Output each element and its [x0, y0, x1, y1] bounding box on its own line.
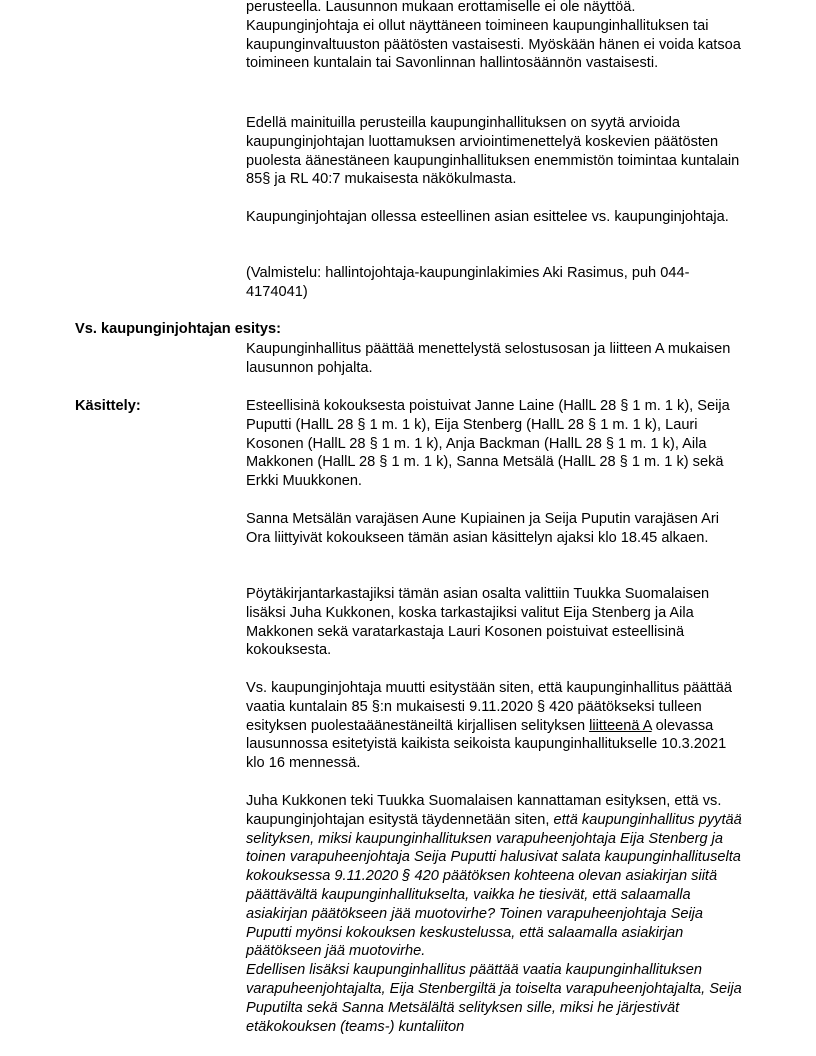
- proposal-heading: Vs. kaupunginjohtajan esitys:: [75, 321, 281, 337]
- proposal-text: Kaupunginhallitus päättää menettelystä selostusosan ja liitteen A mukaisen lausunnon pohjalta.: [246, 341, 731, 376]
- handling-paragraph-2: Sanna Metsälän varajäsen Aune Kupiainen ja Seija Puputin varajäsen Ari Ora liittyivät kokoukseen tämän asian käsittelyn ajaksi klo 18.45 alkaen.: [246, 511, 719, 546]
- intro-paragraph-3: Kaupunginjohtajan ollessa esteellinen asian esittelee vs. kaupunginjohtaja.: [246, 209, 729, 225]
- p4-text-before: Vs. kaupunginjohtaja muutti esitystään siten, että kaupunginhallitus päättää vaatia kuntalain 85 §:n mukaisesti 9.11.2020 § 420 päätökseksi tulleen esityksen puolestaäänestäneiltä kirjallisen selityksen: [246, 680, 732, 734]
- p6-text-italic: Edellisen lisäksi kaupunginhallitus päättää vaatia kaupunginhallituksen varapuheenjohtajalta, Eija Stenbergiltä ja toiselta varapuheenjohtajalta, Seija Puputilta sekä Sanna Metsälältä selityksen sille, miksi he järjestivät etäkokouksen (teams-) kuntaliiton: [246, 962, 742, 1035]
- preparation-note: (Valmistelu: hallintojohtaja-kaupunginlakimies Aki Rasimus, puh 044-4174041): [246, 265, 690, 300]
- handling-heading: Käsittely:: [75, 398, 141, 414]
- p4-text-after: olevassa lausunnossa esitetyistä kaikista seikoista kaupunginhallitukselle 10.3.2021 klo 16 mennessä.: [246, 717, 727, 772]
- intro-paragraph-2: Edellä mainituilla perusteilla kaupunginhallituksen on syytä arvioida kaupunginjohtajan luottamuksen arviointimenettelyä koskevien päätösten puolesta äänestäneen kaupunginhallituksen enemmistön toimintaa kuntalain 85§ ja RL 40:7 mukaisesta näkökulmasta.: [246, 115, 740, 188]
- intro-paragraph-1: perusteella. Lausunnon mukaan erottamiselle ei ole näyttöä. Kaupunginjohtaja ei ollut näyttäneen toimineen kaupunginhallituksen tai kaupunginvaltuuston päätösten vastaisesti. Myöskään hänen ei voida katsoa toimineen kuntalain tai Savonlinnan hallintosäännön vastaisesti.: [246, 0, 741, 72]
- handling-paragraph-5: [246, 792, 746, 1036]
- handling-paragraph-4: [246, 679, 746, 773]
- handling-paragraph-1: Esteellisinä kokouksesta poistuivat Janne Laine (HallL 28 § 1 m. 1 k), Seija Puputti (HallL 28 § 1 m. 1 k), Eija Stenberg (HallL 28 § 1 m. 1 k), Lauri Kosonen (HallL 28 § 1 m. 1 k), Anja Backman (HallL 28 § 1 m. 1 k), Aila Makkonen (HallL 28 § 1 m. 1 k), Sanna Metsälä (HallL 28 § 1 m. 1 k) sekä Erkki Muukkonen.: [246, 398, 730, 490]
- attachment-a-link[interactable]: liitteenä A: [589, 717, 652, 734]
- handling-paragraph-3: Pöytäkirjantarkastajiksi tämän asian osalta valittiin Tuukka Suomalaisen lisäksi Juha Kukkonen, koska tarkastajiksi valitut Eija Stenberg ja Aila Makkonen sekä varatarkastaja Lauri Kosonen poistuivat esteellisinä kokouksesta.: [246, 586, 710, 659]
- p5-text-italic: että kaupunginhallitus pyytää selityksen, miksi kaupunginhallituksen varapuheenjohtaja Eija Stenberg ja toinen varapuheenjohtaja Seija Puputti halusivat salata kaupunginhallituselta kokouksessa 9.11.2020 § 420 päätöksen kohteena olevan asiakirjan siitä päättävältä kaupunginhallitukselta, vaikka he tiesivät, että salaamalla asiakirjan päätökseen jää muotovirhe? Toinen varapuheenjohtaja Seija Puputti myönsi kokouksen keskustelussa, että salaamalla asiakirjan päätökseen jää muotovirhe.: [246, 811, 742, 960]
- p5-text-normal: Juha Kukkonen teki Tuukka Suomalaisen kannattaman esityksen, että vs. kaupunginjohtajan esitystä täydennetään siten,: [246, 793, 722, 828]
